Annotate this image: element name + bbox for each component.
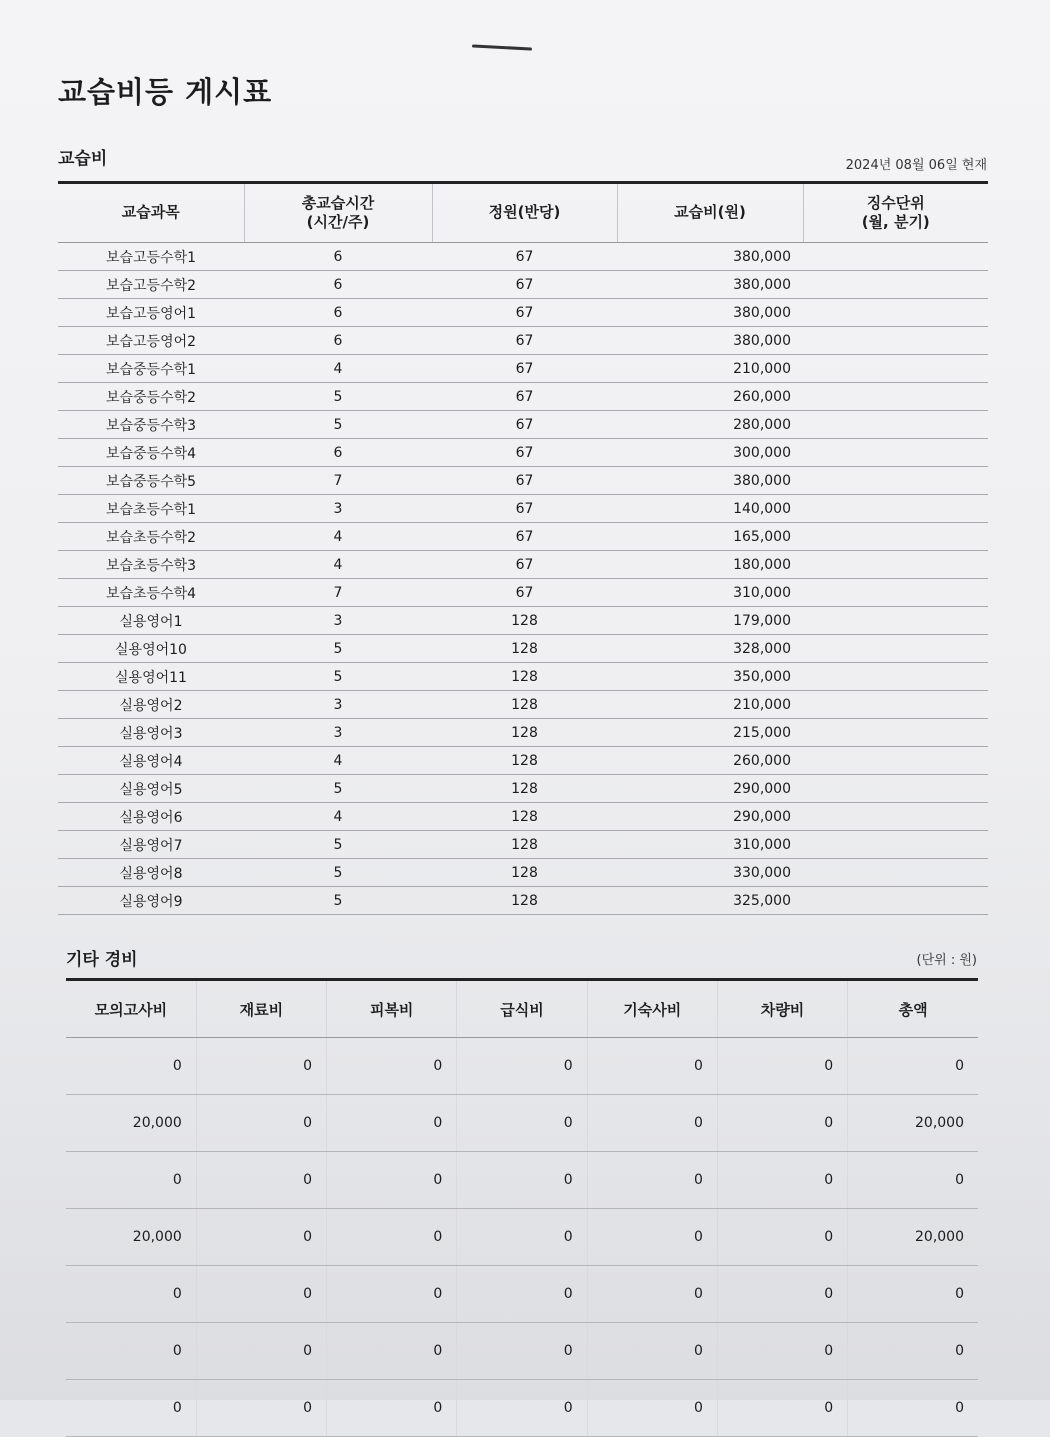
fee-cell: 290,000 (617, 803, 803, 831)
hours-cell: 6 (244, 243, 432, 271)
other-row (66, 1095, 978, 1152)
collection-unit-cell (803, 439, 988, 467)
other-cell: 0 (457, 1209, 587, 1266)
subject-cell: 보습중등수학2 (58, 383, 244, 411)
collection-unit-cell (803, 411, 988, 439)
tuition-row (58, 551, 988, 579)
tuition-row (58, 887, 988, 915)
other-header-cell: 기숙사비 (587, 980, 717, 1038)
other-cell: 20,000 (66, 1095, 196, 1152)
tuition-row (58, 635, 988, 663)
capacity-cell: 128 (432, 831, 617, 859)
collection-unit-cell (803, 831, 988, 859)
other-cell: 0 (848, 1266, 978, 1323)
tuition-section-title: 교습비 (58, 149, 108, 169)
other-cell: 0 (457, 1152, 587, 1209)
collection-unit-cell (803, 523, 988, 551)
capacity-cell: 67 (432, 355, 617, 383)
collection-unit-cell (803, 607, 988, 635)
header-capacity: 정원(반당) (432, 183, 617, 243)
capacity-cell: 67 (432, 495, 617, 523)
tuition-row (58, 803, 988, 831)
other-cell: 0 (66, 1152, 196, 1209)
other-expenses-title: 기타 경비 (66, 950, 138, 970)
other-cell: 0 (717, 1266, 847, 1323)
capacity-cell: 67 (432, 243, 617, 271)
other-cell: 0 (457, 1095, 587, 1152)
subject-cell: 보습초등수학3 (58, 551, 244, 579)
other-row (66, 1266, 978, 1323)
fee-cell: 165,000 (617, 523, 803, 551)
tuition-row (58, 439, 988, 467)
tuition-row (58, 383, 988, 411)
hours-cell: 5 (244, 859, 432, 887)
other-cell: 0 (717, 1323, 847, 1380)
other-cell: 0 (327, 1152, 457, 1209)
fee-cell: 210,000 (617, 355, 803, 383)
other-cell: 0 (848, 1152, 978, 1209)
fee-cell: 290,000 (617, 775, 803, 803)
subject-cell: 실용영어3 (58, 719, 244, 747)
other-cell: 20,000 (66, 1209, 196, 1266)
other-cell: 0 (587, 1266, 717, 1323)
other-cell: 0 (717, 1209, 847, 1266)
subject-cell: 실용영어8 (58, 859, 244, 887)
hours-cell: 7 (244, 579, 432, 607)
hours-cell: 6 (244, 299, 432, 327)
hours-cell: 6 (244, 439, 432, 467)
other-cell: 0 (717, 1038, 847, 1095)
subject-cell: 보습중등수학3 (58, 411, 244, 439)
tuition-row (58, 775, 988, 803)
other-cell: 0 (848, 1380, 978, 1437)
hours-cell: 4 (244, 747, 432, 775)
hours-cell: 5 (244, 831, 432, 859)
capacity-cell: 128 (432, 663, 617, 691)
fee-cell: 380,000 (617, 271, 803, 299)
collection-unit-cell (803, 775, 988, 803)
subject-cell: 실용영어10 (58, 635, 244, 663)
subject-cell: 보습중등수학4 (58, 439, 244, 467)
subject-cell: 실용영어5 (58, 775, 244, 803)
capacity-cell: 67 (432, 271, 617, 299)
capacity-cell: 67 (432, 523, 617, 551)
capacity-cell: 128 (432, 607, 617, 635)
other-cell: 0 (457, 1038, 587, 1095)
subject-cell: 실용영어2 (58, 691, 244, 719)
subject-cell: 보습고등영어2 (58, 327, 244, 355)
fee-cell: 180,000 (617, 551, 803, 579)
capacity-cell: 128 (432, 747, 617, 775)
collection-unit-cell (803, 467, 988, 495)
fee-cell: 380,000 (617, 243, 803, 271)
collection-unit-cell (803, 299, 988, 327)
other-cell: 0 (66, 1323, 196, 1380)
tuition-row (58, 607, 988, 635)
other-header-cell: 피복비 (327, 980, 457, 1038)
other-cell: 0 (717, 1152, 847, 1209)
hours-cell: 5 (244, 635, 432, 663)
tuition-row (58, 747, 988, 775)
fee-cell: 380,000 (617, 327, 803, 355)
other-header-cell: 모의고사비 (66, 980, 196, 1038)
other-cell: 0 (587, 1380, 717, 1437)
other-header-cell: 총액 (848, 980, 978, 1038)
other-header-cell: 급식비 (457, 980, 587, 1038)
other-row (66, 1380, 978, 1437)
fee-cell: 380,000 (617, 299, 803, 327)
capacity-cell: 67 (432, 467, 617, 495)
other-expenses-table (66, 978, 978, 1437)
header-hours: 총교습시간 (시간/주) (244, 183, 432, 243)
subject-cell: 보습고등영어1 (58, 299, 244, 327)
fee-cell: 310,000 (617, 579, 803, 607)
collection-unit-cell (803, 887, 988, 915)
capacity-cell: 128 (432, 803, 617, 831)
subject-cell: 실용영어4 (58, 747, 244, 775)
fee-cell: 300,000 (617, 439, 803, 467)
collection-unit-cell (803, 635, 988, 663)
other-header-row (66, 980, 978, 1038)
fee-cell: 260,000 (617, 383, 803, 411)
subject-cell: 실용영어6 (58, 803, 244, 831)
fee-cell: 215,000 (617, 719, 803, 747)
collection-unit-cell (803, 383, 988, 411)
subject-cell: 실용영어7 (58, 831, 244, 859)
other-cell: 0 (848, 1038, 978, 1095)
hours-cell: 5 (244, 411, 432, 439)
tuition-row (58, 327, 988, 355)
tuition-row (58, 495, 988, 523)
hours-cell: 5 (244, 663, 432, 691)
fee-cell: 260,000 (617, 747, 803, 775)
capacity-cell: 128 (432, 719, 617, 747)
pen-mark (472, 44, 532, 50)
capacity-cell: 67 (432, 411, 617, 439)
other-cell: 0 (717, 1095, 847, 1152)
fee-cell: 280,000 (617, 411, 803, 439)
collection-unit-cell (803, 663, 988, 691)
capacity-cell: 128 (432, 775, 617, 803)
other-cell: 0 (717, 1380, 847, 1437)
capacity-cell: 67 (432, 579, 617, 607)
capacity-cell: 128 (432, 887, 617, 915)
hours-cell: 4 (244, 355, 432, 383)
hours-cell: 5 (244, 887, 432, 915)
capacity-cell: 67 (432, 439, 617, 467)
collection-unit-cell (803, 327, 988, 355)
other-row (66, 1209, 978, 1266)
collection-unit-cell (803, 747, 988, 775)
tuition-row (58, 467, 988, 495)
page-title: 교습비등 게시표 (58, 75, 273, 109)
other-cell: 0 (587, 1038, 717, 1095)
capacity-cell: 128 (432, 691, 617, 719)
other-header-cell: 차량비 (717, 980, 847, 1038)
other-cell: 0 (457, 1266, 587, 1323)
fee-cell: 380,000 (617, 467, 803, 495)
tuition-header-row (58, 183, 988, 243)
capacity-cell: 128 (432, 635, 617, 663)
other-cell: 0 (587, 1209, 717, 1266)
hours-cell: 4 (244, 551, 432, 579)
fee-cell: 179,000 (617, 607, 803, 635)
other-cell: 0 (66, 1038, 196, 1095)
tuition-row (58, 831, 988, 859)
other-cell: 0 (196, 1095, 326, 1152)
other-cell: 0 (327, 1266, 457, 1323)
hours-cell: 4 (244, 803, 432, 831)
tuition-row (58, 579, 988, 607)
subject-cell: 보습초등수학2 (58, 523, 244, 551)
tuition-row (58, 859, 988, 887)
tuition-table-body (58, 243, 988, 915)
collection-unit-cell (803, 691, 988, 719)
other-cell: 0 (587, 1323, 717, 1380)
other-header-cell: 재료비 (196, 980, 326, 1038)
other-cell: 0 (66, 1266, 196, 1323)
tuition-row (58, 523, 988, 551)
header-subject: 교습과목 (58, 183, 244, 243)
hours-cell: 6 (244, 271, 432, 299)
other-cell: 0 (196, 1266, 326, 1323)
other-cell: 0 (327, 1323, 457, 1380)
collection-unit-cell (803, 271, 988, 299)
other-cell: 0 (196, 1323, 326, 1380)
hours-cell: 5 (244, 383, 432, 411)
subject-cell: 실용영어1 (58, 607, 244, 635)
collection-unit-cell (803, 355, 988, 383)
fee-cell: 330,000 (617, 859, 803, 887)
hours-cell: 5 (244, 775, 432, 803)
fee-cell: 310,000 (617, 831, 803, 859)
other-cell: 0 (327, 1380, 457, 1437)
fee-cell: 210,000 (617, 691, 803, 719)
other-cell: 0 (196, 1152, 326, 1209)
other-cell: 0 (327, 1038, 457, 1095)
fee-cell: 328,000 (617, 635, 803, 663)
other-cell: 20,000 (848, 1209, 978, 1266)
collection-unit-cell (803, 551, 988, 579)
capacity-cell: 67 (432, 299, 617, 327)
other-cell: 0 (196, 1209, 326, 1266)
other-table-body (66, 1038, 978, 1437)
subject-cell: 보습고등수학2 (58, 271, 244, 299)
other-cell: 0 (196, 1038, 326, 1095)
tuition-row (58, 271, 988, 299)
collection-unit-cell (803, 859, 988, 887)
hours-cell: 3 (244, 719, 432, 747)
subject-cell: 실용영어11 (58, 663, 244, 691)
subject-cell: 실용영어9 (58, 887, 244, 915)
subject-cell: 보습중등수학1 (58, 355, 244, 383)
hours-cell: 4 (244, 523, 432, 551)
other-cell: 0 (587, 1095, 717, 1152)
hours-cell: 3 (244, 607, 432, 635)
as-of-date: 2024년 08월 06일 현재 (845, 158, 987, 173)
collection-unit-cell (803, 579, 988, 607)
subject-cell: 보습중등수학5 (58, 467, 244, 495)
tuition-row (58, 719, 988, 747)
tuition-row (58, 243, 988, 271)
collection-unit-cell (803, 719, 988, 747)
hours-cell: 3 (244, 691, 432, 719)
other-cell: 0 (457, 1380, 587, 1437)
hours-cell: 3 (244, 495, 432, 523)
tuition-table (58, 181, 988, 915)
capacity-cell: 67 (432, 383, 617, 411)
unit-note: (단위 : 원) (916, 953, 977, 968)
other-cell: 0 (66, 1380, 196, 1437)
fee-cell: 325,000 (617, 887, 803, 915)
other-row (66, 1038, 978, 1095)
capacity-cell: 67 (432, 327, 617, 355)
hours-cell: 7 (244, 467, 432, 495)
capacity-cell: 67 (432, 551, 617, 579)
other-cell: 0 (327, 1095, 457, 1152)
header-fee: 교습비(원) (617, 183, 803, 243)
collection-unit-cell (803, 495, 988, 523)
subject-cell: 보습초등수학1 (58, 495, 244, 523)
other-cell: 20,000 (848, 1095, 978, 1152)
tuition-row (58, 691, 988, 719)
other-row (66, 1323, 978, 1380)
fee-cell: 350,000 (617, 663, 803, 691)
tuition-row (58, 411, 988, 439)
subject-cell: 보습고등수학1 (58, 243, 244, 271)
header-collection-unit: 징수단위 (월, 분기) (803, 183, 988, 243)
collection-unit-cell (803, 243, 988, 271)
other-cell: 0 (196, 1380, 326, 1437)
collection-unit-cell (803, 803, 988, 831)
tuition-row (58, 355, 988, 383)
tuition-row (58, 663, 988, 691)
fee-cell: 140,000 (617, 495, 803, 523)
tuition-row (58, 299, 988, 327)
hours-cell: 6 (244, 327, 432, 355)
capacity-cell: 128 (432, 859, 617, 887)
other-cell: 0 (457, 1323, 587, 1380)
other-cell: 0 (327, 1209, 457, 1266)
other-cell: 0 (848, 1323, 978, 1380)
other-row (66, 1152, 978, 1209)
subject-cell: 보습초등수학4 (58, 579, 244, 607)
other-cell: 0 (587, 1152, 717, 1209)
